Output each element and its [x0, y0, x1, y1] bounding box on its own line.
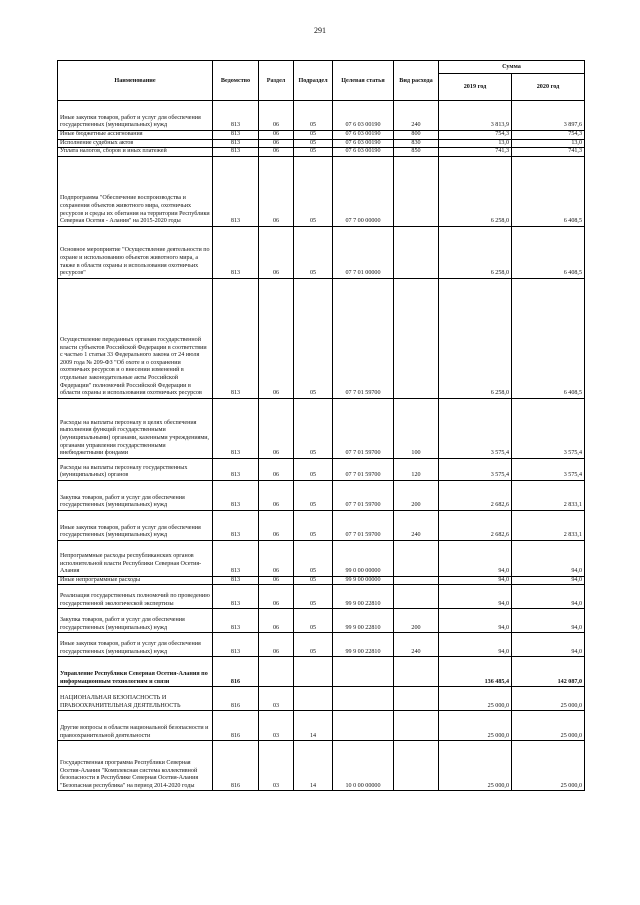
header-year-2020: 2020 год: [512, 74, 585, 101]
row-podrazdel: 05: [294, 148, 333, 157]
row-vid: 100: [394, 398, 439, 458]
row-target: 07 7 01 59700: [333, 458, 394, 480]
row-razdel: 03: [259, 711, 294, 741]
row-razdel: 06: [259, 480, 294, 510]
row-podrazdel: 05: [294, 633, 333, 657]
row-razdel: 06: [259, 585, 294, 609]
row-vid: 200: [394, 609, 439, 633]
row-name: Иные закупки товаров, работ и услуг для обеспечения государственных (муниципальных) нужд: [58, 510, 213, 540]
table-row: [58, 226, 585, 278]
row-vedomstvo: 813: [213, 226, 259, 278]
row-target: 99 9 00 22810: [333, 633, 394, 657]
row-sum-2020: 6 408,5: [512, 226, 585, 278]
table-row: [58, 480, 585, 510]
row-name: Другие вопросы в области национальной безопасности и правоохранительной деятельности: [58, 711, 213, 741]
table-row: [58, 576, 585, 585]
row-razdel: 06: [259, 609, 294, 633]
row-target: 99 9 00 00000: [333, 576, 394, 585]
row-sum-2020: 25 000,0: [512, 711, 585, 741]
table-row: [58, 156, 585, 226]
row-vid: [394, 540, 439, 576]
row-sum-2019: 6 258,0: [439, 278, 512, 398]
row-razdel: 06: [259, 458, 294, 480]
row-vid: 850: [394, 148, 439, 157]
row-razdel: 03: [259, 687, 294, 711]
row-name: Управление Республики Северная Осетия-Алания по информационным технологиям и связи: [58, 657, 213, 687]
row-vid: 240: [394, 633, 439, 657]
row-vedomstvo: 813: [213, 540, 259, 576]
table-row: [58, 148, 585, 157]
table-body: [58, 101, 585, 791]
row-vid: [394, 156, 439, 226]
row-razdel: 03: [259, 741, 294, 791]
row-sum-2020: 754,3: [512, 131, 585, 140]
row-vedomstvo: 813: [213, 458, 259, 480]
row-vid: [394, 278, 439, 398]
row-sum-2020: 6 408,5: [512, 156, 585, 226]
row-podrazdel: 05: [294, 609, 333, 633]
row-razdel: [259, 657, 294, 687]
row-name: Непрограммные расходы республиканских органов исполнительной власти Республики Северная Осетия-Алания: [58, 540, 213, 576]
row-vedomstvo: 813: [213, 398, 259, 458]
table-row: [58, 687, 585, 711]
row-vedomstvo: 813: [213, 131, 259, 140]
header-vedomstvo: Ведомство: [213, 61, 259, 101]
row-vedomstvo: 813: [213, 148, 259, 157]
row-podrazdel: 14: [294, 711, 333, 741]
row-target: 07 6 03 00190: [333, 131, 394, 140]
row-target: 07 7 01 59700: [333, 398, 394, 458]
header-razdel: Раздел: [259, 61, 294, 101]
row-sum-2020: 3 575,4: [512, 398, 585, 458]
row-vedomstvo: 813: [213, 510, 259, 540]
row-name: Исполнение судебных актов: [58, 139, 213, 148]
row-sum-2019: 25 000,0: [439, 711, 512, 741]
row-name: Уплата налогов, сборов и иных платежей: [58, 148, 213, 157]
row-vid: 200: [394, 480, 439, 510]
row-podrazdel: 05: [294, 480, 333, 510]
row-vedomstvo: 816: [213, 741, 259, 791]
row-sum-2019: 25 000,0: [439, 741, 512, 791]
row-podrazdel: 05: [294, 278, 333, 398]
row-name: Государственная программа Республики Северная Осетия-Алания "Комплексная система коллективной безопасности в Республике Северная Осетия-Алания "Безопасная республика" на период 2014-2020 годы: [58, 741, 213, 791]
row-name: Закупка товаров, работ и услуг для обеспечения государственных (муниципальных) нужд: [58, 609, 213, 633]
row-vid: [394, 687, 439, 711]
row-name: Реализация государственных полномочий по проведению государственной экологической экспертизы: [58, 585, 213, 609]
table-row: [58, 657, 585, 687]
row-podrazdel: 05: [294, 101, 333, 131]
row-razdel: 06: [259, 633, 294, 657]
row-podrazdel: 05: [294, 458, 333, 480]
row-sum-2019: 136 485,4: [439, 657, 512, 687]
row-target: [333, 711, 394, 741]
row-sum-2019: 25 000,0: [439, 687, 512, 711]
row-vid: 240: [394, 510, 439, 540]
row-podrazdel: 05: [294, 576, 333, 585]
row-vid: 240: [394, 101, 439, 131]
header-year-2019: 2019 год: [439, 74, 512, 101]
row-target: 07 7 00 00000: [333, 156, 394, 226]
row-podrazdel: 14: [294, 741, 333, 791]
table-row: [58, 633, 585, 657]
row-vedomstvo: 816: [213, 711, 259, 741]
row-vid: 120: [394, 458, 439, 480]
row-podrazdel: 05: [294, 398, 333, 458]
row-target: 10 0 00 00000: [333, 741, 394, 791]
row-sum-2020: 25 000,0: [512, 741, 585, 791]
row-sum-2019: 3 575,4: [439, 398, 512, 458]
row-razdel: 06: [259, 278, 294, 398]
table-row: [58, 609, 585, 633]
row-sum-2019: 3 813,9: [439, 101, 512, 131]
row-target: 07 7 01 59700: [333, 480, 394, 510]
row-razdel: 06: [259, 226, 294, 278]
row-sum-2020: 25 000,0: [512, 687, 585, 711]
table-header: [58, 61, 585, 101]
row-name: Иные закупки товаров, работ и услуг для обеспечения государственных (муниципальных) нужд: [58, 633, 213, 657]
row-razdel: 06: [259, 576, 294, 585]
row-vedomstvo: 813: [213, 156, 259, 226]
row-name: НАЦИОНАЛЬНАЯ БЕЗОПАСНОСТЬ И ПРАВООХРАНИТЕЛЬНАЯ ДЕЯТЕЛЬНОСТЬ: [58, 687, 213, 711]
row-vedomstvo: 816: [213, 657, 259, 687]
row-sum-2020: 142 087,0: [512, 657, 585, 687]
row-target: [333, 657, 394, 687]
row-sum-2020: 741,3: [512, 148, 585, 157]
row-target: 07 6 03 00190: [333, 139, 394, 148]
row-vedomstvo: 813: [213, 480, 259, 510]
row-name: Иные бюджетные ассигнования: [58, 131, 213, 140]
row-sum-2019: 94,0: [439, 576, 512, 585]
row-podrazdel: 05: [294, 139, 333, 148]
header-sum: Сумма: [439, 61, 585, 74]
row-name: Расходы на выплаты персоналу в целях обеспечения выполнения функций государственными (муниципальными) органами, казенными учреждениями, органами управления государственными внебюджетными фондами: [58, 398, 213, 458]
row-vid: [394, 657, 439, 687]
budget-table: [57, 60, 585, 791]
row-sum-2019: 94,0: [439, 585, 512, 609]
row-name: Подпрограмма "Обеспечение воспроизводства и сохранения объектов животного мира, охотничьих ресурсов и среды их обитания на территории Республики Северная Осетия - Алания" на 2015-2020 годы: [58, 156, 213, 226]
row-target: 07 7 01 59700: [333, 278, 394, 398]
row-sum-2020: 3 575,4: [512, 458, 585, 480]
header-podrazdel: Подраздел: [294, 61, 333, 101]
row-sum-2019: 94,0: [439, 633, 512, 657]
table-row: [58, 510, 585, 540]
row-target: 07 7 01 00000: [333, 226, 394, 278]
row-podrazdel: 05: [294, 585, 333, 609]
row-vid: [394, 741, 439, 791]
row-sum-2020: 6 408,5: [512, 278, 585, 398]
row-sum-2019: 2 682,6: [439, 480, 512, 510]
row-vid: [394, 711, 439, 741]
row-name: Осуществление переданных органам государственной власти субъектов Российской Федерации в соответствии с частью 1 статьи 33 Федерального закона от 24 июля 2009 года № 209-ФЗ "Об охоте и о сохранении охотничьих ресурсов и о внесении изменений в отдельные законодательные акты Российской Федерации" полномочий Российской Федерации в области охраны и использования охотничьих ресурсов: [58, 278, 213, 398]
header-vid: Вид расхода: [394, 61, 439, 101]
row-vid: [394, 585, 439, 609]
table-row: [58, 711, 585, 741]
row-sum-2020: 94,0: [512, 576, 585, 585]
row-name: Иные непрограммные расходы: [58, 576, 213, 585]
table-row: [58, 101, 585, 131]
row-sum-2019: 754,3: [439, 131, 512, 140]
row-vid: [394, 226, 439, 278]
row-target: [333, 687, 394, 711]
row-name: Основное мероприятие "Осуществление деятельности по охране и использованию объектов животного мира, а также в области охраны и использования охотничьих ресурсов": [58, 226, 213, 278]
row-sum-2019: 741,3: [439, 148, 512, 157]
row-sum-2019: 94,0: [439, 609, 512, 633]
table-row: [58, 278, 585, 398]
row-vedomstvo: 813: [213, 585, 259, 609]
row-sum-2019: 6 258,0: [439, 156, 512, 226]
row-vedomstvo: 813: [213, 101, 259, 131]
row-razdel: 06: [259, 139, 294, 148]
table-row: [58, 131, 585, 140]
row-sum-2019: 13,0: [439, 139, 512, 148]
row-name: Расходы на выплаты персоналу государственных (муниципальных) органов: [58, 458, 213, 480]
row-sum-2019: 94,0: [439, 540, 512, 576]
row-name: Иные закупки товаров, работ и услуг для обеспечения государственных (муниципальных) нужд: [58, 101, 213, 131]
header-name: Наименование: [58, 61, 213, 101]
row-podrazdel: 05: [294, 156, 333, 226]
header-target: Целевая статья: [333, 61, 394, 101]
row-sum-2020: 94,0: [512, 633, 585, 657]
row-vedomstvo: 813: [213, 576, 259, 585]
row-sum-2020: 94,0: [512, 540, 585, 576]
row-sum-2020: 94,0: [512, 609, 585, 633]
row-sum-2020: 3 897,6: [512, 101, 585, 131]
table-row: [58, 585, 585, 609]
row-razdel: 06: [259, 101, 294, 131]
table-row: [58, 398, 585, 458]
table-row: [58, 540, 585, 576]
row-sum-2019: 6 258,0: [439, 226, 512, 278]
row-podrazdel: [294, 687, 333, 711]
row-vid: 830: [394, 139, 439, 148]
row-vedomstvo: 813: [213, 139, 259, 148]
row-podrazdel: 05: [294, 540, 333, 576]
row-vedomstvo: 816: [213, 687, 259, 711]
row-target: 99 9 00 22810: [333, 585, 394, 609]
table-row: [58, 458, 585, 480]
row-razdel: 06: [259, 398, 294, 458]
table-row: [58, 741, 585, 791]
row-sum-2020: 2 833,1: [512, 510, 585, 540]
row-razdel: 06: [259, 540, 294, 576]
row-vid: [394, 576, 439, 585]
row-vedomstvo: 813: [213, 278, 259, 398]
row-target: 07 7 01 59700: [333, 510, 394, 540]
table-row: [58, 139, 585, 148]
row-podrazdel: [294, 657, 333, 687]
row-razdel: 06: [259, 148, 294, 157]
row-podrazdel: 05: [294, 131, 333, 140]
row-target: 99 0 00 00000: [333, 540, 394, 576]
page-number: 291: [314, 26, 326, 35]
row-sum-2019: 2 682,6: [439, 510, 512, 540]
row-podrazdel: 05: [294, 510, 333, 540]
row-name: Закупка товаров, работ и услуг для обеспечения государственных (муниципальных) нужд: [58, 480, 213, 510]
row-sum-2020: 13,0: [512, 139, 585, 148]
row-target: 99 9 00 22810: [333, 609, 394, 633]
row-sum-2020: 94,0: [512, 585, 585, 609]
row-vedomstvo: 813: [213, 633, 259, 657]
row-razdel: 06: [259, 131, 294, 140]
row-sum-2020: 2 833,1: [512, 480, 585, 510]
row-vedomstvo: 813: [213, 609, 259, 633]
row-razdel: 06: [259, 510, 294, 540]
row-vid: 800: [394, 131, 439, 140]
row-target: 07 6 03 00190: [333, 148, 394, 157]
row-target: 07 6 03 00190: [333, 101, 394, 131]
row-razdel: 06: [259, 156, 294, 226]
row-podrazdel: 05: [294, 226, 333, 278]
row-sum-2019: 3 575,4: [439, 458, 512, 480]
